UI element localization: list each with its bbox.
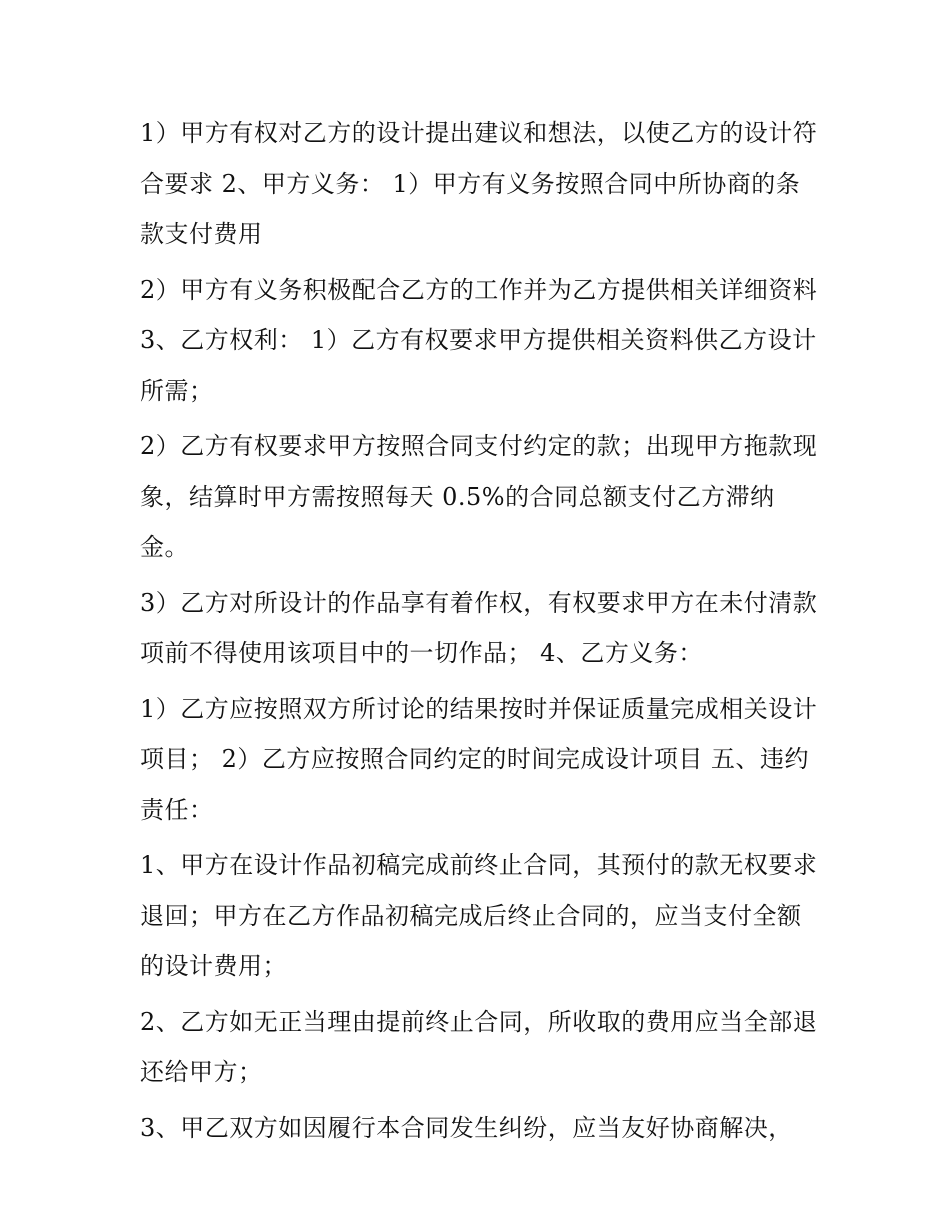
paragraph-party-a-rights: 1）甲方有权对乙方的设计提出建议和想法，以使乙方的设计符合要求 2、甲方义务： 1）甲方有义务按照合同中所协商的条款支付费用	[140, 119, 818, 248]
paragraph-party-b-obligations: 1）乙方应按照双方所讨论的结果按时并保证质量完成相关设计项目； 2）乙方应按照合同约定的时间完成设计项目 五、违约责任：	[140, 694, 818, 824]
paragraph-breach-party-a: 1、甲方在设计作品初稿完成前终止合同，其预付的款无权要求退回；甲方在乙方作品初稿完成后终止合同的，应当支付全额的设计费用；	[140, 851, 818, 980]
paragraph-breach-party-b: 2、乙方如无正当理由提前终止合同，所收取的费用应当全部退还给甲方；	[140, 1007, 818, 1086]
paragraph-dispute-resolution: 3、甲乙双方如因履行本合同发生纠纷，应当友好协商解决，	[140, 1113, 793, 1142]
paragraph-party-b-copyright: 3）乙方对所设计的作品享有着作权，有权要求甲方在未付清款项前不得使用该项目中的一切作品； 4、乙方义务：	[140, 588, 818, 667]
paragraph-party-b-payment-right: 2）乙方有权要求甲方按照合同支付约定的款；出现甲方拖款现象，结算时甲方需按照每天 0.5%的合同总额支付乙方滞纳金。	[140, 432, 818, 561]
document-body	[140, 108, 820, 1158]
paragraph-party-a-cooperation: 2）甲方有义务积极配合乙方的工作并为乙方提供相关详细资料 3、乙方权利： 1）乙方有权要求甲方提供相关资料供乙方设计所需；	[140, 275, 818, 405]
